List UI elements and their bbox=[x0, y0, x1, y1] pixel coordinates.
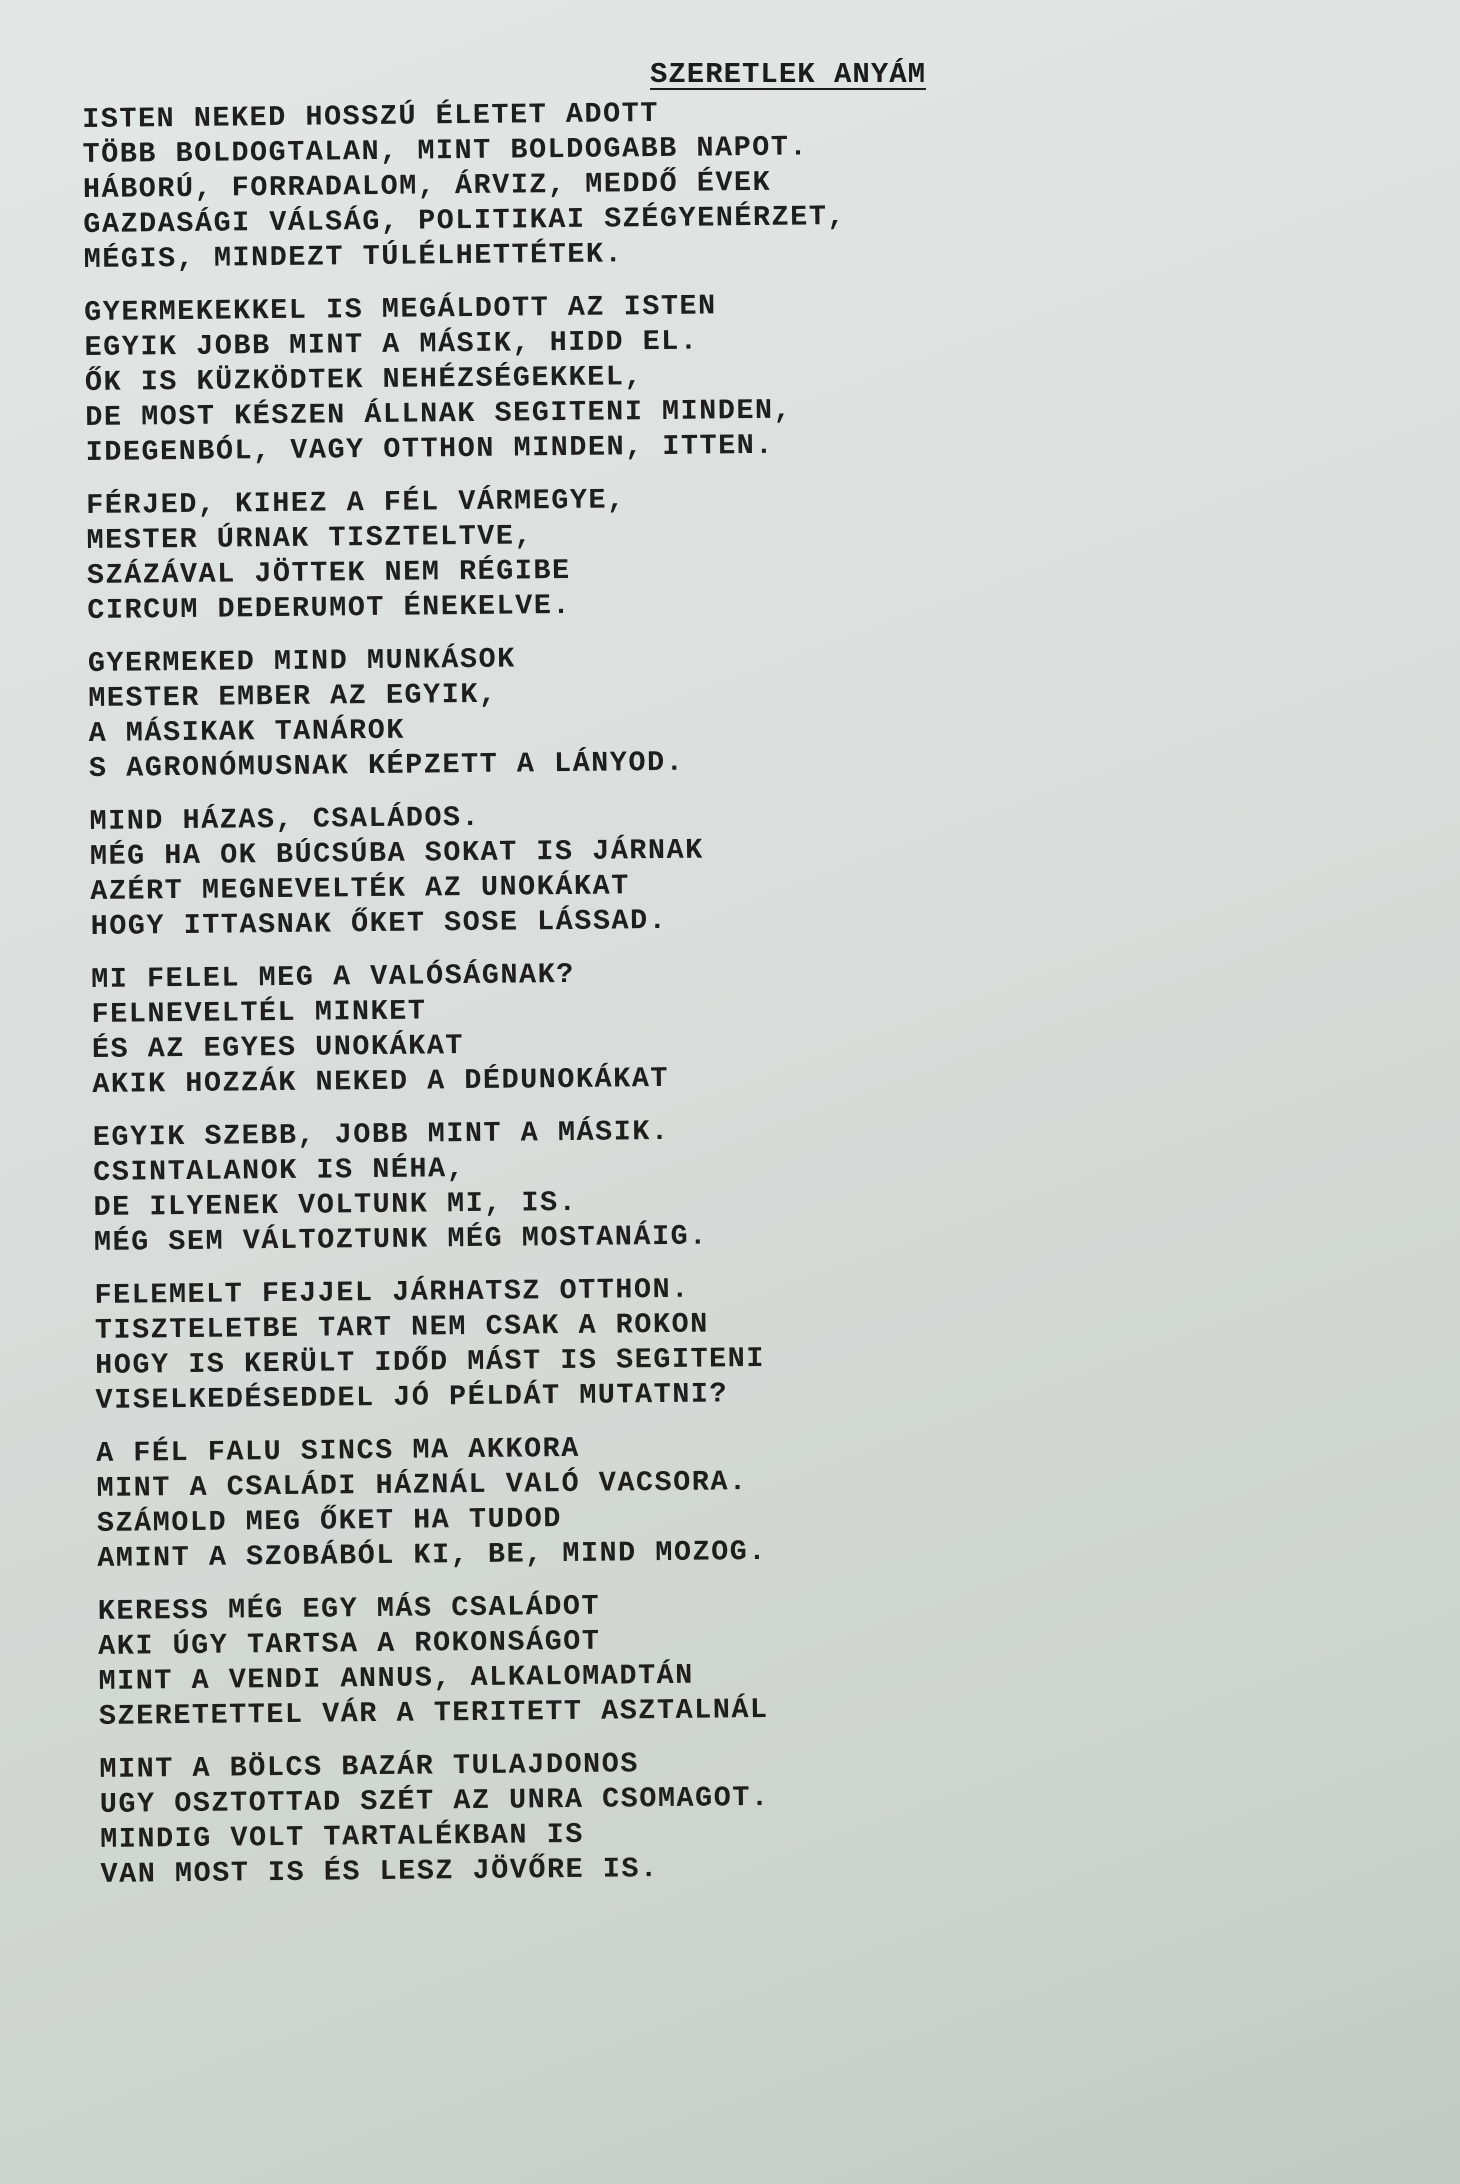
poem-line: TÖBB BOLDOGTALAN, MINT BOLDOGABB NAPOT. bbox=[82, 130, 809, 171]
poem-line: EGYIK JOBB MINT A MÁSIK, HIDD EL. bbox=[84, 324, 699, 364]
poem-line: IDEGENBÓL, VAGY OTTHON MINDEN, ITTEN. bbox=[85, 428, 775, 469]
poem-line: DE MOST KÉSZEN ÁLLNAK SEGITENI MINDEN, bbox=[85, 393, 793, 434]
poem-line: AKIK HOZZÁK NEKED A DÉDUNOKÁKAT bbox=[92, 1061, 670, 1101]
poem-line: AZÉRT MEGNEVELTÉK AZ UNOKÁKAT bbox=[90, 869, 630, 908]
poem-line: VAN MOST IS ÉS LESZ JÖVŐRE IS. bbox=[100, 1852, 659, 1891]
poem-line: TISZTELETBE TART NEM CSAK A ROKON bbox=[94, 1307, 709, 1347]
poem-line: HÁBORÚ, FORRADALOM, ÁRVIZ, MEDDŐ ÉVEK bbox=[82, 165, 772, 206]
poem-line: VISELKEDÉSEDDEL JÓ PÉLDÁT MUTATNI? bbox=[95, 1377, 729, 1417]
poem-line: CIRCUM DEDERUMOT ÉNEKELVE. bbox=[87, 588, 572, 627]
poem-line: KERESS MÉG EGY MÁS CSALÁDOT bbox=[97, 1589, 601, 1628]
poem-line: S AGRONÓMUSNAK KÉPZETT A LÁNYOD. bbox=[88, 745, 685, 785]
poem-line: GYERMEKED MIND MUNKÁSOK bbox=[87, 642, 516, 680]
stanza bbox=[88, 635, 1089, 785]
poem-line: MESTER EMBER AZ EGYIK, bbox=[88, 677, 498, 715]
poem-line: GAZDASÁGI VÁLSÁG, POLITIKAI SZÉGYENÉRZET, bbox=[83, 200, 847, 241]
poem-line: MIND HÁZAS, CSALÁDOS. bbox=[89, 800, 481, 838]
poem-line: MINDIG VOLT TARTALÉKBAN IS bbox=[100, 1817, 585, 1856]
stanza bbox=[91, 951, 1092, 1101]
poem-line: AKI ÚGY TARTSA A ROKONSÁGOT bbox=[98, 1624, 601, 1663]
poem-line: HOGY IS KERÜLT IDŐD MÁST IS SEGITENI bbox=[95, 1341, 766, 1382]
stanza bbox=[96, 1425, 1097, 1575]
poem-line: MÉG SEM VÁLTOZTUNK MÉG MOSTANÁIG. bbox=[93, 1219, 708, 1259]
stanza bbox=[98, 1583, 1099, 1733]
poem-line: MESTER ÚRNAK TISZTELTVE, bbox=[86, 519, 534, 557]
poem-line: A MÁSIKAK TANÁROK bbox=[88, 713, 406, 750]
poem-line: MINT A CSALÁDI HÁZNÁL VALÓ VACSORA. bbox=[96, 1465, 748, 1505]
poem-line: MI FELEL MEG A VALÓSÁGNAK? bbox=[91, 957, 576, 996]
poem-line: AMINT A SZOBÁBÓL KI, BE, MIND MOZOG. bbox=[97, 1534, 768, 1575]
poem-line: FELNEVELTÉL MINKET bbox=[91, 994, 427, 1031]
poem-line: CSINTALANOK IS NÉHA, bbox=[93, 1152, 466, 1189]
poem-line: GYERMEKEKKEL IS MEGÁLDOTT AZ ISTEN bbox=[84, 289, 717, 329]
poem-line: MÉGIS, MINDEZT TÚLÉLHETTÉTEK. bbox=[83, 237, 624, 276]
poem-line: SZÁZÁVAL JÖTTEK NEM RÉGIBE bbox=[86, 553, 571, 592]
poem-line: ISTEN NEKED HOSSZÚ ÉLETET ADOTT bbox=[82, 96, 660, 136]
poem-line: DE ILYENEK VOLTUNK MI, IS. bbox=[93, 1185, 578, 1224]
poem-line: MÉG HA OK BÚCSÚBA SOKAT IS JÁRNAK bbox=[89, 833, 704, 873]
poem-line: MINT A BÖLCS BAZÁR TULAJDONOS bbox=[99, 1747, 640, 1786]
poem-line: FÉRJED, KIHEZ A FÉL VÁRMEGYE, bbox=[86, 483, 626, 522]
stanza bbox=[86, 478, 1087, 628]
poem-line: FELEMELT FEJJEL JÁRHATSZ OTTHON. bbox=[94, 1272, 690, 1312]
poem-line: MINT A VENDI ANNUS, ALKALOMADTÁN bbox=[98, 1658, 694, 1698]
poem-line: SZERETETTEL VÁR A TERITETT ASZTALNÁL bbox=[98, 1692, 769, 1733]
stanza bbox=[89, 793, 1090, 943]
stanza bbox=[93, 1109, 1094, 1259]
poem-line: SZÁMOLD MEG ŐKET HA TUDOD bbox=[96, 1502, 563, 1540]
poem-line: HOGY ITTASNAK ŐKET SOSE LÁSSAD. bbox=[90, 903, 668, 943]
stanza bbox=[99, 1741, 1100, 1891]
poem-line: ŐK IS KÜZKÖDTEK NEHÉZSÉGEKKEL, bbox=[84, 360, 644, 399]
poem-line: ÉS AZ EGYES UNOKÁKAT bbox=[91, 1029, 465, 1066]
stanza bbox=[84, 285, 1086, 470]
poem-body bbox=[82, 92, 1101, 1910]
poem-line: A FÉL FALU SINCS MA AKKORA bbox=[95, 1431, 580, 1470]
poem-line: EGYIK SZEBB, JOBB MINT A MÁSIK. bbox=[92, 1114, 670, 1154]
stanza bbox=[94, 1267, 1095, 1417]
stanza bbox=[82, 92, 1084, 277]
poem-title: SZERETLEK ANYÁM bbox=[650, 58, 927, 91]
poem-line: UGY OSZTOTTAD SZÉT AZ UNRA CSOMAGOT. bbox=[99, 1780, 770, 1821]
